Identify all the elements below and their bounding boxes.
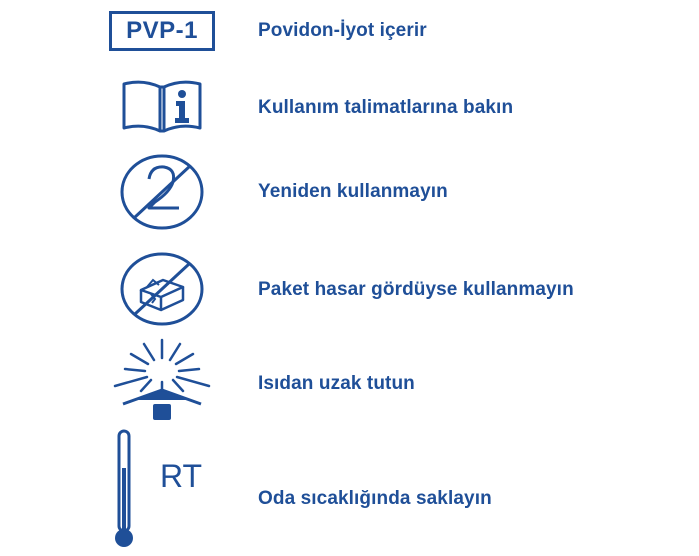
package-damaged-svg bbox=[117, 250, 207, 328]
symbol-label-heat: Isıdan uzak tutun bbox=[258, 373, 415, 394]
keep-away-from-heat-icon bbox=[98, 336, 226, 424]
symbol-label-room-temperature: Oda sıcaklığında saklayın bbox=[258, 488, 492, 509]
consult-instructions-book-icon bbox=[98, 76, 226, 136]
symbol-label-instructions: Kullanım talimatlarına bakın bbox=[258, 97, 514, 118]
do-not-reuse-svg bbox=[117, 152, 207, 232]
heat-svg bbox=[107, 336, 217, 424]
rt-text: RT bbox=[160, 458, 203, 494]
pvp-1-box-text: PVP-1 bbox=[109, 11, 215, 51]
do-not-use-if-package-damaged-icon bbox=[98, 250, 226, 328]
symbol-label-pvp: Povidon-İyot içerir bbox=[258, 20, 427, 41]
book-info-svg bbox=[112, 76, 212, 136]
symbol-label-package-damaged: Paket hasar gördüyse kullanmayın bbox=[258, 279, 574, 300]
symbol-label-do-not-reuse: Yeniden kullanmayın bbox=[258, 181, 448, 202]
pvp-1-box-icon bbox=[98, 9, 226, 53]
do-not-reuse-icon bbox=[98, 152, 226, 232]
thermometer-svg bbox=[114, 428, 134, 550]
